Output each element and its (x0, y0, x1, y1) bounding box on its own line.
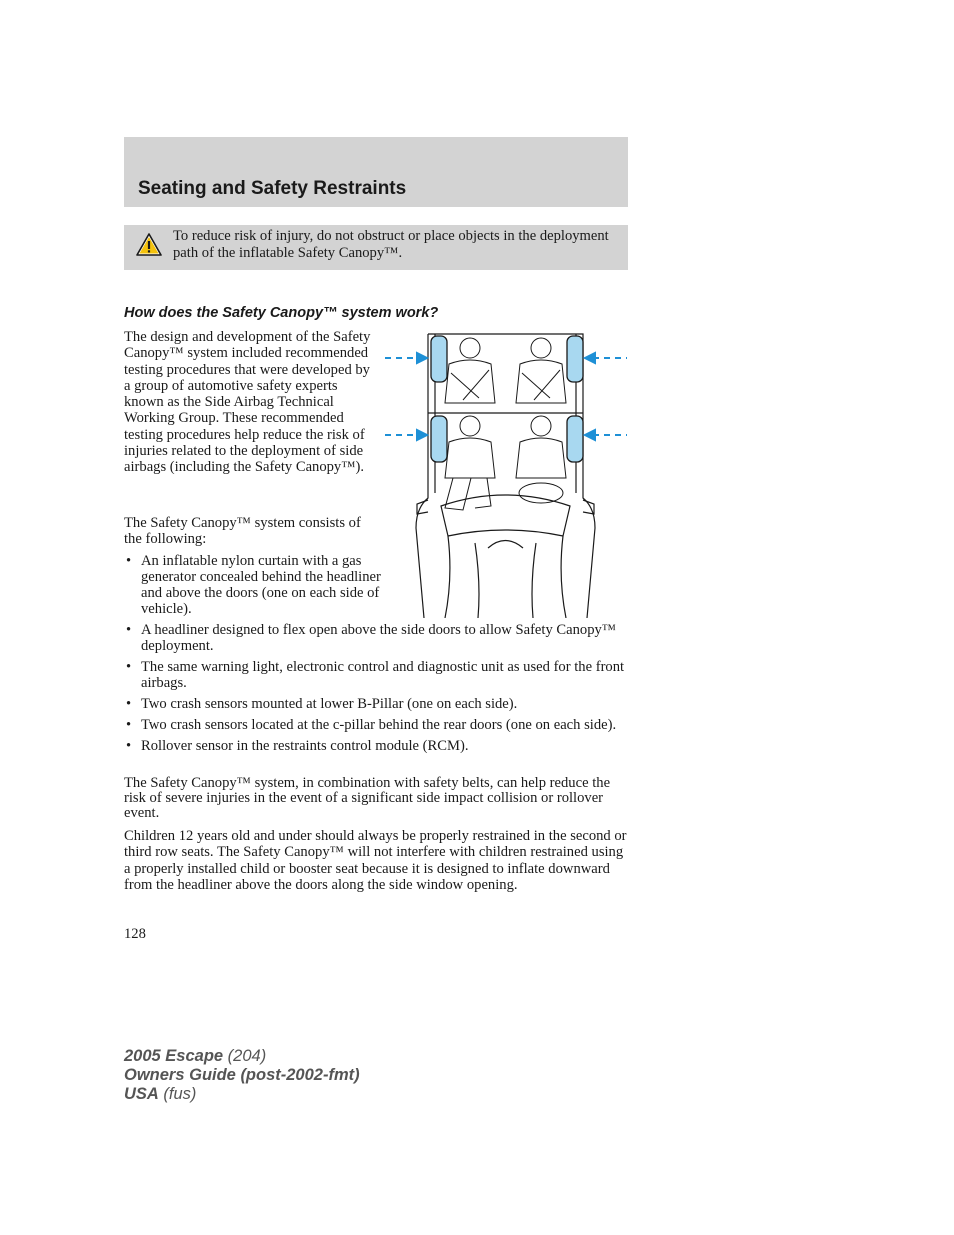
list-item: • Rollover sensor in the restraints control module (RCM). (124, 738, 631, 754)
document-footer (124, 1047, 360, 1104)
arrow-left-icon (585, 353, 595, 363)
front-right-occupant (516, 416, 566, 503)
page-number: 128 (124, 926, 146, 942)
airbag-front-right (567, 416, 583, 462)
list-item: • The same warning light, electronic control and diagnostic unit as used for the front airbags. (124, 659, 631, 691)
airbag-front-left (431, 416, 447, 462)
paragraph-combination: The Safety Canopy™ system, in combination with safety belts, can help reduce the risk of severe injuries in the event of a significant side impact collision or rollover event. (124, 775, 611, 821)
safety-canopy-airbags (431, 336, 583, 462)
arrow-right-icon (417, 430, 427, 440)
subheading: How does the Safety Canopy™ system work? (124, 305, 439, 321)
paragraph-children: Children 12 years old and under should always be properly restrained in the second or third row seats. The Safety Canopy™ will not interfere with children restrained using a properly installed child or booster seat because it is designed to inflate downward from the headliner above the doors along the side window opening. (124, 828, 627, 893)
warning-text: To reduce risk of injury, do not obstruct or place objects in the deployment path of the inflatable Safety Canopy™. (173, 228, 609, 261)
footer-line-2: Owners Guide (post-2002-fmt) (124, 1066, 360, 1084)
list-item-text: • A headliner designed to flex open above the side doors to allow Safety Canopy™ deployment. (141, 622, 617, 654)
steering-wheel (519, 483, 563, 503)
impact-arrows (385, 353, 627, 440)
footer-line-3: USA (fus) (124, 1085, 197, 1103)
warning-box (124, 225, 628, 270)
airbag-rear-left (431, 336, 447, 382)
rear-right-occupant (516, 338, 566, 403)
paragraph-design: The design and development of the Safety Canopy™ system included recommended testing procedures that were developed by a group of automotive safety experts known as the Side Airbag Technical Working Group. These recommended testing procedures help reduce the risk of injuries related to the deployment of side airbags (including the Safety Canopy™). (124, 329, 371, 476)
arrow-left-icon (585, 430, 595, 440)
windshield (441, 495, 570, 536)
list-item (124, 622, 631, 654)
arrow-right-icon (417, 353, 427, 363)
airbag-rear-right (567, 336, 583, 382)
vehicle-airbag-diagram (383, 328, 633, 618)
paragraph-consists: The Safety Canopy™ system consists of the following: (124, 515, 361, 548)
footer-line-1: 2005 Escape (204) (124, 1047, 267, 1065)
section-title: Seating and Safety Restraints (138, 178, 407, 199)
list-item: • An inflatable nylon curtain with a gas generator concealed behind the headliner and above the doors (one on each side of vehicle). (124, 553, 381, 617)
list-item: • Two crash sensors located at the c-pillar behind the rear doors (one on each side). (124, 717, 631, 733)
rear-left-occupant (445, 338, 495, 403)
warning-triangle-icon (136, 232, 162, 258)
list-item: • Two crash sensors mounted at lower B-Pillar (one on each side). (124, 696, 631, 712)
